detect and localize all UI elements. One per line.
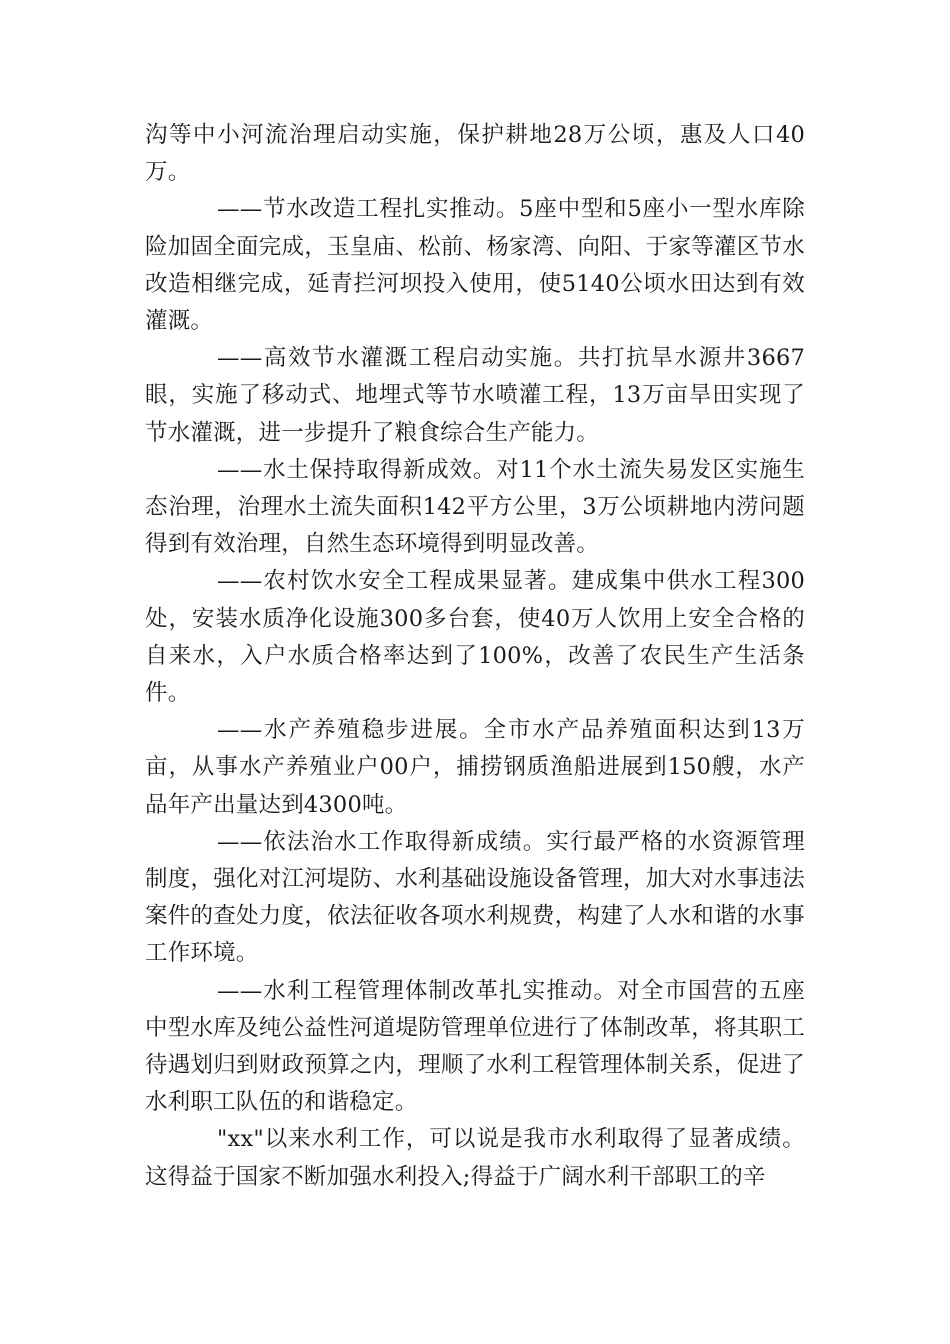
paragraph-water-saving-renovation: ——节水改造工程扎实推动。5座中型和5座小一型水库除险加固全面完成，玉皇庙、松前、杨家湾、向阳、于家等灌区节水改造相继完成，延青拦河坝投入使用，使5140公顷水田达到有效灌溉。 bbox=[145, 196, 805, 335]
paragraph-aquaculture: ——水产养殖稳步进展。全市水产品养殖面积达到13万亩，从事水产养殖业户00户，捕捞钢质渔船进展到150艘，水产品年产出量达到4300吨。 bbox=[145, 717, 805, 818]
paragraph-continuation: 沟等中小河流治理启动实施，保护耕地28万公顷，惠及人口40万。 bbox=[145, 122, 805, 186]
paragraph-management-reform: ——水利工程管理体制改革扎实推动。对全市国营的五座中型水库及纯公益性河道堤防管理单位进行了体制改革，将其职工待遇划归到财政预算之内，理顺了水利工程管理体制关系，促进了水利职工队伍的和谐稳定。 bbox=[145, 977, 805, 1116]
paragraph-efficient-irrigation: ——高效节水灌溉工程启动实施。共打抗旱水源井3667眼，实施了移动式、地埋式等节水喷灌工程，13万亩旱田实现了节水灌溉，进一步提升了粮食综合生产能力。 bbox=[145, 345, 805, 446]
paragraph-rural-drinking-water: ——农村饮水安全工程成果显著。建成集中供水工程300处，安装水质净化设施300多台套，使40万人饮用上安全合格的自来水，入户水质合格率达到了100%，改善了农民生产生活条件。 bbox=[145, 568, 805, 707]
paragraph-summary: "xx"以来水利工作，可以说是我市水利取得了显著成绩。这得益于国家不断加强水利投入;得益于广阔水利干部职工的辛 bbox=[145, 1126, 805, 1190]
document-body bbox=[145, 117, 805, 1196]
paragraph-soil-conservation: ——水土保持取得新成效。对11个水土流失易发区实施生态治理，治理水土流失面积142平方公里，3万公顷耕地内涝问题得到有效治理，自然生态环境得到明显改善。 bbox=[145, 456, 805, 558]
paragraph-water-law: ——依法治水工作取得新成绩。实行最严格的水资源管理制度，强化对江河堤防、水利基础设施设备管理，加大对水事违法案件的查处力度，依法征收各项水利规费，构建了人水和谐的水事工作环境。 bbox=[145, 828, 805, 967]
